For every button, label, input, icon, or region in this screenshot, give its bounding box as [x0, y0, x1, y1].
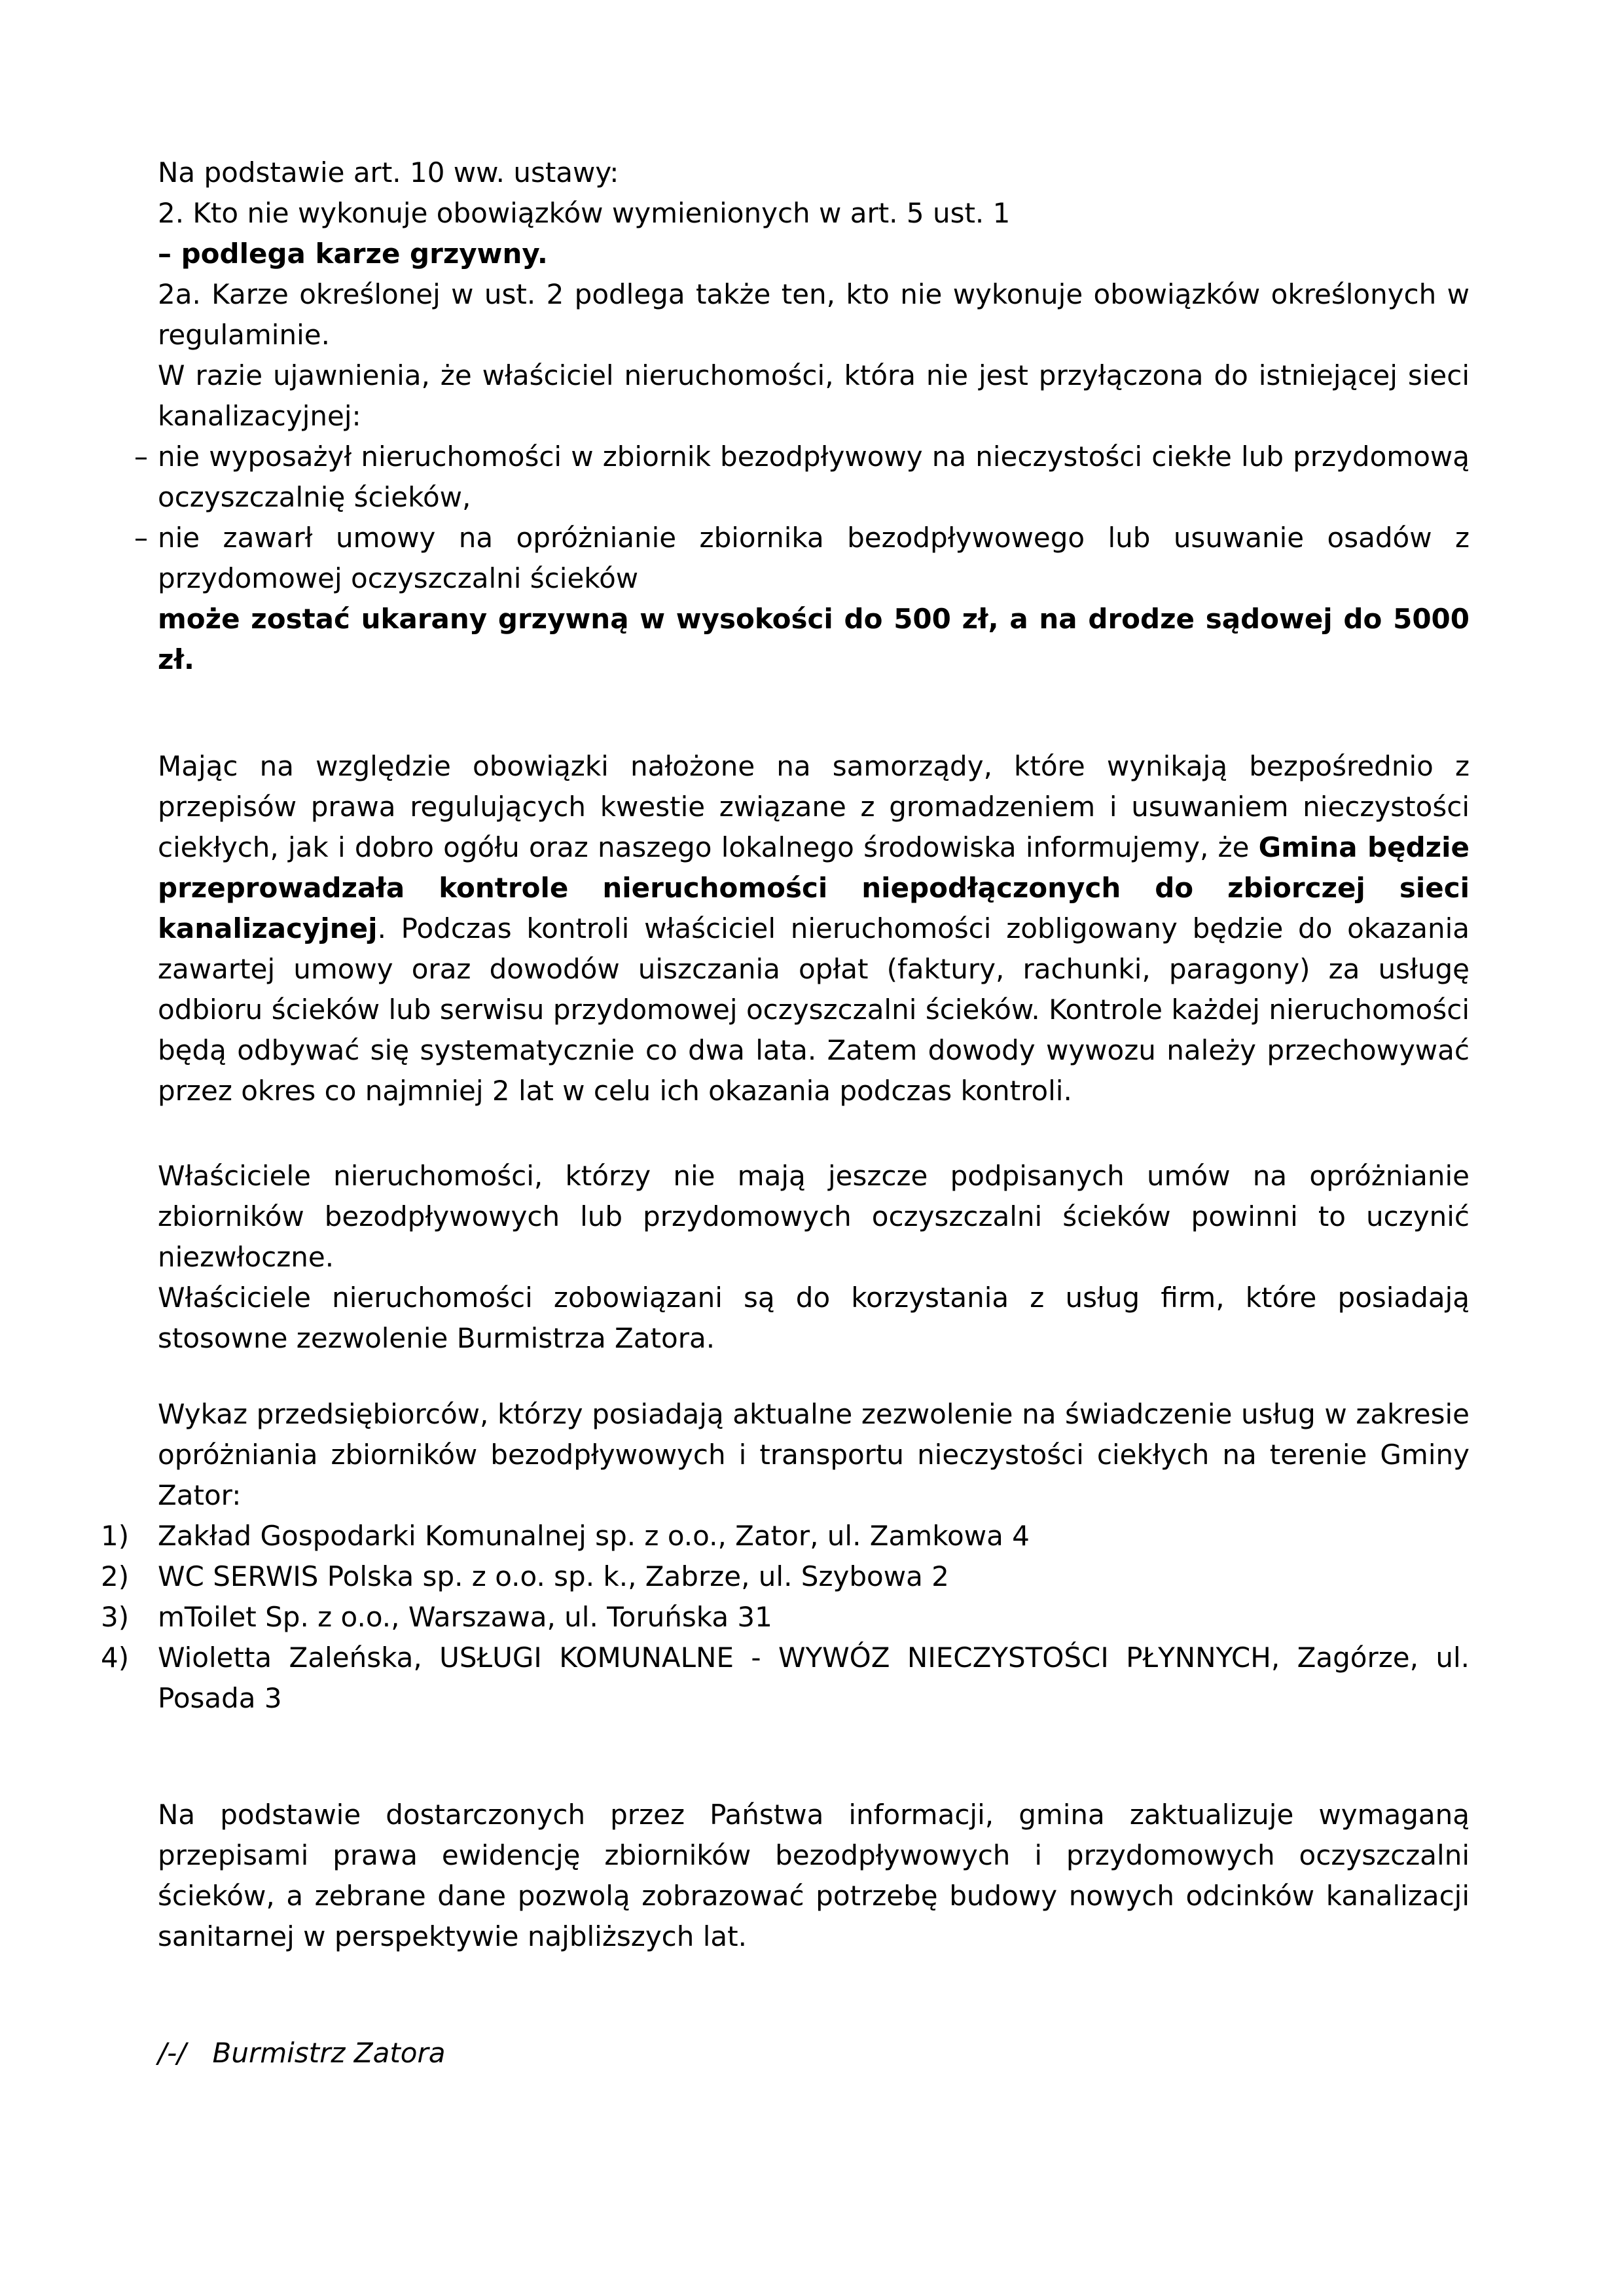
paragraph-spacer	[158, 680, 1470, 746]
text-run: WC SERWIS Polska sp. z o.o. sp. k., Zabrze, ul. Szybowa 2	[158, 1560, 949, 1592]
text-run: nie wyposażył nieruchomości w zbiornik bezodpływowy na nieczystości ciekłe lub przydomową oczyszczalnię ścieków,	[158, 440, 1470, 513]
text-run: /-/ Burmistrz Zatora	[158, 2037, 446, 2069]
signature-line	[158, 2033, 1470, 2073]
text-run: Zakład Gospodarki Komunalnej sp. z o.o., Zator, ul. Zamkowa 4	[158, 1520, 1030, 1552]
text-run: Mając na względzie obowiązki nałożone na samorządy, które wynikają bezpośrednio z przepisów prawa regulujących kwestie związane z gromadzeniem i usuwaniem nieczystości ciekłych, jak i dobro ogółu oraz naszego lokalnego środowiska informujemy, że	[158, 750, 1470, 863]
text-run: W razie ujawnienia, że właściciel nieruchomości, która nie jest przyłączona do istniejącej sieci kanalizacyjnej:	[158, 359, 1470, 432]
list-dash-marker: –	[134, 522, 148, 554]
list-item	[134, 437, 1470, 518]
list-number-marker: 1)	[101, 1520, 130, 1552]
text-run: może zostać ukarany grzywną w wysokości do 500 zł, a na drodze sądowej do 5000 zł.	[158, 603, 1470, 675]
paragraph-spacer	[158, 1957, 1470, 2033]
list-item	[101, 1516, 1470, 1556]
paragraph	[158, 355, 1470, 437]
list-item	[101, 1638, 1470, 1719]
paragraph	[158, 599, 1470, 680]
text-run: Właściciele nieruchomości, którzy nie mają jeszcze podpisanych umów na opróżnianie zbiorników bezodpływowych lub przydomowych oczyszczalni ścieków powinni to uczynić niezwłoczne.	[158, 1160, 1470, 1273]
paragraph	[158, 1394, 1470, 1516]
paragraph	[158, 234, 1470, 274]
text-run: Na podstawie art. 10 ww. ustawy:	[158, 156, 619, 188]
text-run: Wykaz przedsiębiorców, którzy posiadają aktualne zezwolenie na świadczenie usług w zakresie opróżniania zbiorników bezodpływowych i transportu nieczystości ciekłych na terenie Gminy Zator:	[158, 1398, 1470, 1511]
document-content	[101, 152, 1470, 2073]
text-run: Właściciele nieruchomości zobowiązani są do korzystania z usług firm, które posiadają stosowne zezwolenie Burmistrza Zatora.	[158, 1282, 1470, 1354]
text-run: – podlega karze grzywny.	[158, 238, 548, 270]
list-item	[101, 1597, 1470, 1638]
text-run: 2a. Karze określonej w ust. 2 podlega także ten, kto nie wykonuje obowiązków określonych w regulaminie.	[158, 278, 1470, 351]
paragraph-spacer	[158, 1359, 1470, 1394]
list-item	[101, 1556, 1470, 1597]
paragraph-spacer	[158, 1111, 1470, 1156]
list-number-marker: 3)	[101, 1601, 130, 1633]
paragraph	[158, 1156, 1470, 1278]
paragraph	[158, 1795, 1470, 1957]
text-run: . Podczas kontroli właściciel nieruchomości zobligowany będzie do okazania zawartej umowy oraz dowodów uiszczania opłat (faktury, rachunki, paragony) za usługę odbioru ścieków lub serwisu przydomowej oczyszczalni ścieków. Kontrole każdej nieruchomości będą odbywać się systematycznie co dwa lata. Zatem dowody wywozu należy przechowywać przez okres co najmniej 2 lat w celu ich okazania podczas kontroli.	[158, 912, 1470, 1107]
paragraph	[158, 193, 1470, 234]
paragraph-spacer	[158, 1719, 1470, 1795]
text-run: mToilet Sp. z o.o., Warszawa, ul. Toruńska 31	[158, 1601, 772, 1633]
text-run: Wioletta Zaleńska, USŁUGI KOMUNALNE - WYWÓZ NIECZYSTOŚCI PŁYNNYCH, Zagórze, ul. Posada 3	[158, 1641, 1470, 1714]
text-run: nie zawarł umowy na opróżnianie zbiornika bezodpływowego lub usuwanie osadów z przydomowej oczyszczalni ścieków	[158, 522, 1470, 594]
paragraph	[158, 746, 1470, 1111]
list-dash-marker: –	[134, 440, 148, 473]
list-number-marker: 2)	[101, 1560, 130, 1592]
text-run: Gmina będzie przeprowadzała kontrole nieruchomości niepodłączonych do zbiorczej sieci kanalizacyjnej	[158, 831, 1470, 944]
list-item	[134, 518, 1470, 599]
paragraph	[158, 152, 1470, 193]
text-run: Na podstawie dostarczonych przez Państwa informacji, gmina zaktualizuje wymaganą przepisami prawa ewidencję zbiorników bezodpływowych i przydomowych oczyszczalni ścieków, a zebrane dane pozwolą zobrazować potrzebę budowy nowych odcinków kanalizacji sanitarnej w perspektywie najbliższych lat.	[158, 1799, 1470, 1952]
paragraph	[158, 274, 1470, 355]
paragraph	[158, 1278, 1470, 1359]
text-run: 2. Kto nie wykonuje obowiązków wymienionych w art. 5 ust. 1	[158, 197, 1011, 229]
list-number-marker: 4)	[101, 1641, 130, 1674]
